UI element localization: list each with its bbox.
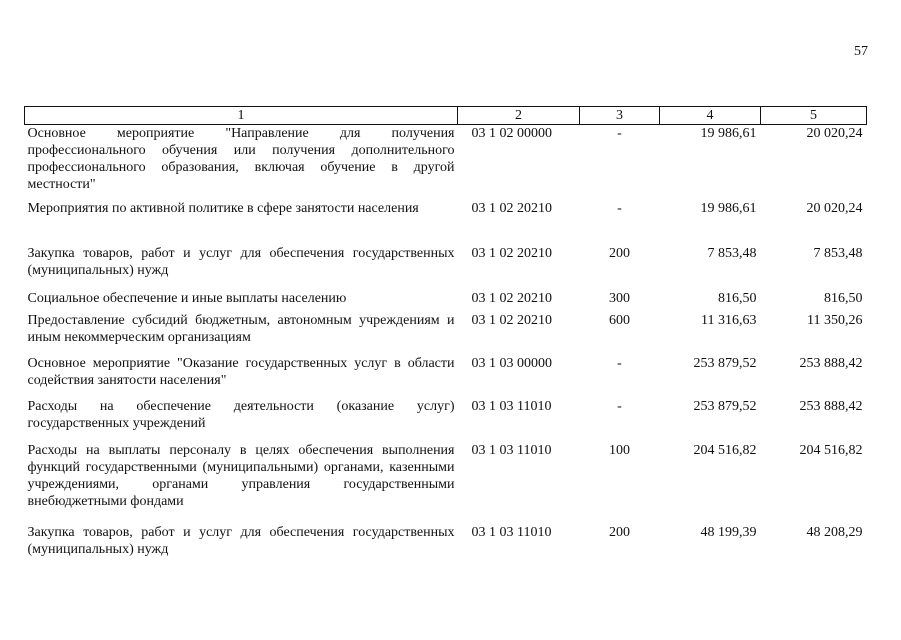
table-row <box>25 200 867 245</box>
row-value-4: 816,50 <box>718 290 757 306</box>
row-value-5: 11 350,26 <box>807 312 863 328</box>
row-type: - <box>617 355 622 371</box>
row-type: - <box>617 398 622 414</box>
row-value-5: 20 020,24 <box>806 126 863 141</box>
table-row <box>25 355 867 398</box>
row-code: 03 1 02 20210 <box>471 200 552 216</box>
row-type: - <box>617 126 622 141</box>
header-col-5: 5 <box>761 107 867 125</box>
row-code: 03 1 02 20210 <box>471 312 552 328</box>
row-type: - <box>617 200 622 216</box>
header-col-4: 4 <box>660 107 761 125</box>
row-type: 300 <box>609 290 630 306</box>
row-value-5: 48 208,29 <box>806 524 863 540</box>
row-value-4: 253 879,52 <box>693 355 757 371</box>
row-type: 600 <box>609 312 630 328</box>
row-name: Расходы на обеспечение деятельности (оказание услуг) государственных учреждений <box>27 398 455 431</box>
table-row <box>25 245 867 290</box>
row-type: 100 <box>609 442 630 458</box>
row-value-4: 11 316,63 <box>701 312 757 328</box>
row-value-5: 7 853,48 <box>813 245 863 261</box>
table-row <box>25 290 867 312</box>
row-code: 03 1 02 20210 <box>471 245 552 261</box>
table-row <box>25 524 867 562</box>
row-name: Закупка товаров, работ и услуг для обеспечения государственных (муниципальных) нужд <box>27 524 455 557</box>
row-value-5: 253 888,42 <box>799 355 863 371</box>
table-row <box>25 442 867 524</box>
row-value-4: 48 199,39 <box>700 524 757 540</box>
row-type: 200 <box>609 245 630 261</box>
header-col-2: 2 <box>458 107 580 125</box>
row-value-4: 7 853,48 <box>707 245 757 261</box>
table-header-row <box>25 107 867 125</box>
row-type: 200 <box>609 524 630 540</box>
row-name: Закупка товаров, работ и услуг для обеспечения государственных (муниципальных) нужд <box>27 245 455 278</box>
row-value-4: 19 986,61 <box>700 200 757 216</box>
row-name: Расходы на выплаты персоналу в целях обеспечения выполнения функций государственными (муниципальными) органами, казенными учреждениями, органами управления государственными внебюджетными фондами <box>27 442 455 509</box>
row-code: 03 1 03 11010 <box>471 524 552 540</box>
table-row <box>25 398 867 442</box>
row-value-5: 20 020,24 <box>806 200 863 216</box>
header-col-1: 1 <box>25 107 458 125</box>
table-row <box>25 125 867 200</box>
row-name: Предоставление субсидий бюджетным, автономным учреждениям и иным некоммерческим организациям <box>27 312 455 345</box>
row-code: 03 1 03 11010 <box>471 442 552 458</box>
row-code: 03 1 02 00000 <box>471 126 552 141</box>
row-code: 03 1 03 11010 <box>471 398 552 414</box>
table-row <box>25 312 867 355</box>
row-value-5: 253 888,42 <box>799 398 863 414</box>
row-value-5: 204 516,82 <box>799 442 863 458</box>
header-col-3: 3 <box>580 107 660 125</box>
row-value-4: 204 516,82 <box>693 442 757 458</box>
row-code: 03 1 03 00000 <box>471 355 552 371</box>
row-value-4: 253 879,52 <box>693 398 757 414</box>
row-name: Мероприятия по активной политике в сфере занятости населения <box>27 200 419 216</box>
page-number: 57 <box>854 44 868 59</box>
row-code: 03 1 02 20210 <box>471 290 552 306</box>
row-value-5: 816,50 <box>824 290 863 306</box>
row-name: Основное мероприятие "Направление для получения профессионального обучения или получения дополнительного профессионального образования, включая обучение в другой местности" <box>27 126 455 192</box>
row-name: Основное мероприятие "Оказание государственных услуг в области содействия занятости населения" <box>27 355 455 388</box>
row-value-4: 19 986,61 <box>700 126 757 141</box>
row-name: Социальное обеспечение и иные выплаты населению <box>27 290 347 306</box>
budget-table <box>24 106 867 562</box>
